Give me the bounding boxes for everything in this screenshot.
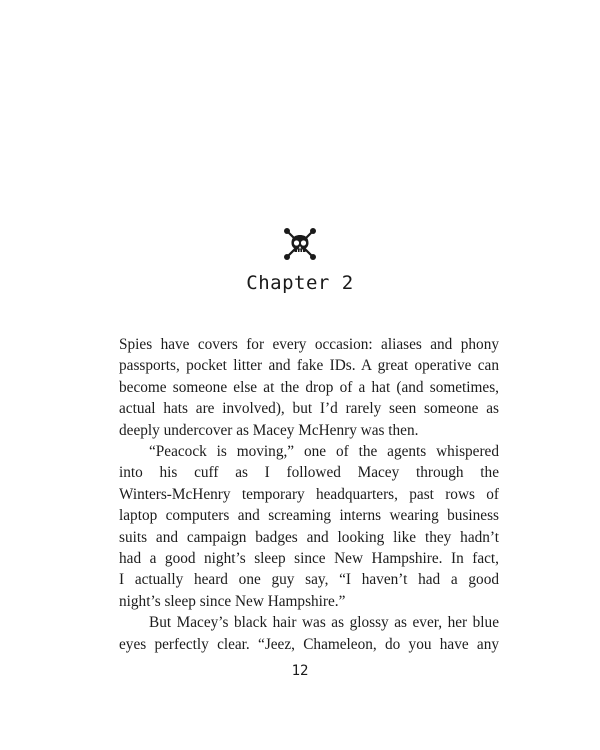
chapter-body: [119, 334, 499, 655]
text-line: into his cuff as I followed Macey through the: [119, 464, 499, 482]
text-line: I actually heard one guy say, “I haven’t had a good: [119, 571, 499, 589]
text-line: laptop computers and screaming interns wearing business: [119, 507, 499, 525]
page-number: 12: [291, 663, 309, 679]
text-line: But Macey’s black hair was as glossy as ever, her blue: [149, 614, 499, 632]
text-line: actual hats are involved), but I’d rarely seen someone as: [119, 400, 499, 418]
chapter-title: Chapter 2: [246, 272, 354, 294]
text-line: deeply undercover as Macey McHenry was then.: [119, 421, 419, 439]
text-line: night’s sleep since New Hampshire.”: [119, 592, 346, 610]
text-line: suits and campaign badges and looking like they hadn’t: [119, 528, 499, 546]
text-line: “Peacock is moving,” one of the agents whispered: [149, 443, 499, 461]
text-line: eyes perfectly clear. “Jeez, Chameleon, do you have any: [119, 635, 499, 653]
text-line: Spies have covers for every occasion: aliases and phony: [119, 336, 499, 353]
text-line: Winters-McHenry temporary headquarters, past rows of: [119, 485, 499, 503]
text-line: had a good night’s sleep since New Hampshire. In fact,: [119, 550, 499, 568]
text-line: become someone else at the drop of a hat (and sometimes,: [119, 378, 499, 396]
text-line: passports, pocket litter and fake IDs. A great operative can: [119, 357, 499, 375]
skull-crossbones-icon: [282, 226, 318, 262]
